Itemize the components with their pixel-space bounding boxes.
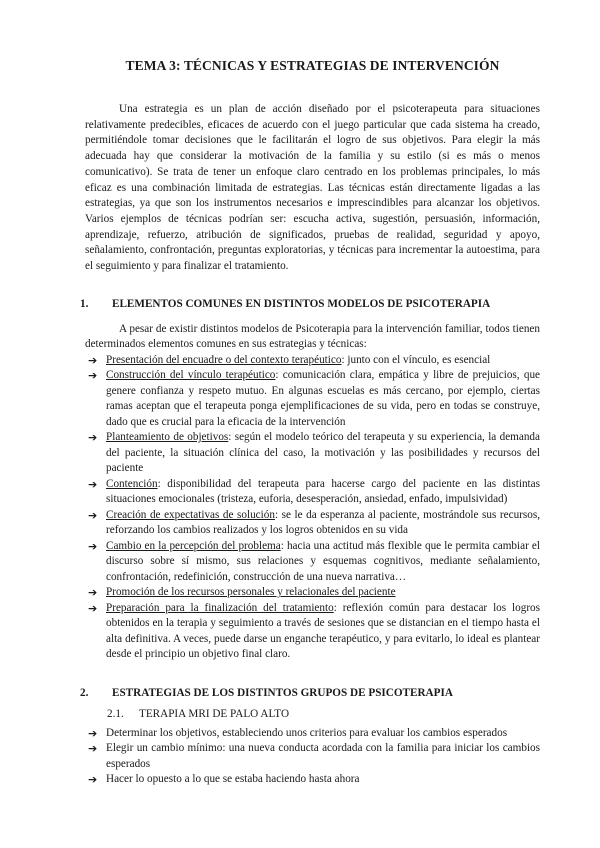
item-term: Planteamiento de objetivos: [106, 431, 229, 444]
item-term: Presentación del encuadre o del contexto terapéutico: [106, 353, 342, 366]
arrow-right-icon: ➔: [88, 353, 98, 367]
section-1-intro: A pesar de existir distintos modelos de Psicoterapia para la intervención familiar, todos tienen determinados elementos comunes en sus estrategias y técnicas:: [85, 322, 540, 351]
list-item: [85, 741, 540, 772]
subsection-2-1-heading: [85, 707, 540, 722]
item-term: Creación de expectativas de solución: [106, 508, 275, 521]
list-item: [85, 508, 540, 539]
section-title: ELEMENTOS COMUNES EN DISTINTOS MODELOS DE PSICOTERAPIA: [112, 297, 491, 310]
subsection-number: 2.1.: [107, 707, 124, 720]
list-item: [85, 430, 540, 477]
list-item: [85, 585, 540, 601]
item-term: Preparación para la finalización del tratamiento: [106, 601, 334, 614]
list-item: [85, 353, 540, 369]
arrow-right-icon: ➔: [88, 726, 98, 740]
item-term: Contención: [106, 477, 158, 490]
arrow-right-icon: ➔: [88, 369, 98, 383]
section-1-list: [85, 353, 540, 663]
arrow-right-icon: ➔: [88, 601, 98, 615]
item-text: Hacer lo opuesto a lo que se estaba haciendo hasta ahora: [106, 773, 360, 786]
item-desc: : según el modelo teórico del terapeuta y su experiencia, la demanda del paciente, la situación clínica del caso, la motivación y las posibilidades y recursos del paciente: [106, 431, 540, 475]
list-item: [85, 772, 540, 788]
section-number: 2.: [80, 686, 89, 699]
item-text: Determinar los objetivos, estableciendo unos criterios para evaluar los cambios esperados: [106, 726, 508, 739]
section-title: ESTRATEGIAS DE LOS DISTINTOS GRUPOS DE PSICOTERAPIA: [112, 686, 453, 699]
item-desc: : reflexión común para destacar los logros obtenidos en la terapia y seguimiento a través de sesiones que se distancian en el tiempo hasta el alta definitiva. A veces, puede darse un enganche terapéutico, y para evitarlo, lo ideal es plantear desde el principio un objetivo final claro.: [106, 601, 540, 661]
page-title: TEMA 3: TÉCNICAS Y ESTRATEGIAS DE INTERVENCIÓN: [125, 58, 500, 73]
section-number: 1.: [80, 297, 89, 310]
list-item: [85, 368, 540, 430]
item-term: Promoción de los recursos personales y relacionales del paciente: [106, 586, 396, 599]
item-term: Construcción del vínculo terapéutico: [106, 369, 276, 382]
arrow-right-icon: ➔: [88, 477, 98, 491]
item-desc: : junto con el vínculo, es esencial: [341, 353, 491, 366]
arrow-right-icon: ➔: [88, 742, 98, 756]
arrow-right-icon: ➔: [88, 539, 98, 553]
item-desc: : hacia una actitud más flexible que le permita cambiar el discurso sobre sí mismo, sus relaciones y esquemas cognitivos, mediante señalamiento, confrontación, redefinición, construcción de una nueva narrativa…: [106, 539, 540, 583]
arrow-right-icon: ➔: [88, 773, 98, 787]
list-item: [85, 477, 540, 508]
section-2-list: [85, 726, 540, 788]
list-item: [85, 601, 540, 663]
item-desc: : se le da esperanza al paciente, mostrándole sus recursos, reforzando los cambios realizados y los logros obtenidos en su vida: [106, 508, 540, 537]
item-term: Cambio en la percepción del problema: [106, 539, 281, 552]
section-1-heading: [80, 297, 540, 312]
item-desc: : disponibilidad del terapeuta para hacerse cargo del paciente en las distintas situaciones emocionales (tristeza, euforia, desesperación, ansiedad, enfado, impulsividad): [106, 477, 540, 506]
list-item: [85, 726, 540, 742]
list-item: [85, 539, 540, 586]
item-desc: : comunicación clara, empática y libre de prejuicios, que genere confianza y respeto mutuo. En algunas escuelas es más cercano, por ejemplo, ciertas ramas aceptan que el terapeuta ponga ejemplificaciones de su vida, pero en todas se construye, dado que es crucial para la eficacia de la intervención: [106, 369, 541, 428]
item-text: Elegir un cambio mínimo: una nueva conducta acordada con la familia para iniciar los cambios esperados: [106, 742, 540, 770]
intro-paragraph: Una estrategia es un plan de acción diseñado por el psicoterapeuta para situaciones relativamente predecibles, eficaces de acuerdo con el juego particular que cada sistema ha creado, permitiéndole tomar decisiones que le facilitarán el logro de sus objetivos. Para elegir la más adecuada hay que considerar la motivación de la familia y su estilo (si es más o menos comunicativo). Se trata de tener un enfoque claro centrado en los problemas principales, lo más eficaz es una combinación limitada de estrategias. Las técnicas están directamente ligadas a las estrategias, ya que son los instrumentos necesarios e imprescindibles para alcanzar los objetivos. Varios ejemplos de técnicas podrían ser: escucha activa, sugestión, persuasión, información, aprendizaje, refuerzo, atribución de significados, pruebas de realidad, seguridad y apoyo, señalamiento, confrontación, preguntas exploratorias, y técnicas para incrementar la autoestima, para el seguimiento y para finalizar el tratamiento.: [85, 103, 540, 273]
arrow-right-icon: ➔: [88, 508, 98, 522]
section-2-heading: [80, 686, 540, 701]
arrow-right-icon: ➔: [88, 586, 98, 600]
subsection-title: TERAPIA MRI DE PALO ALTO: [139, 707, 290, 720]
arrow-right-icon: ➔: [88, 431, 98, 445]
